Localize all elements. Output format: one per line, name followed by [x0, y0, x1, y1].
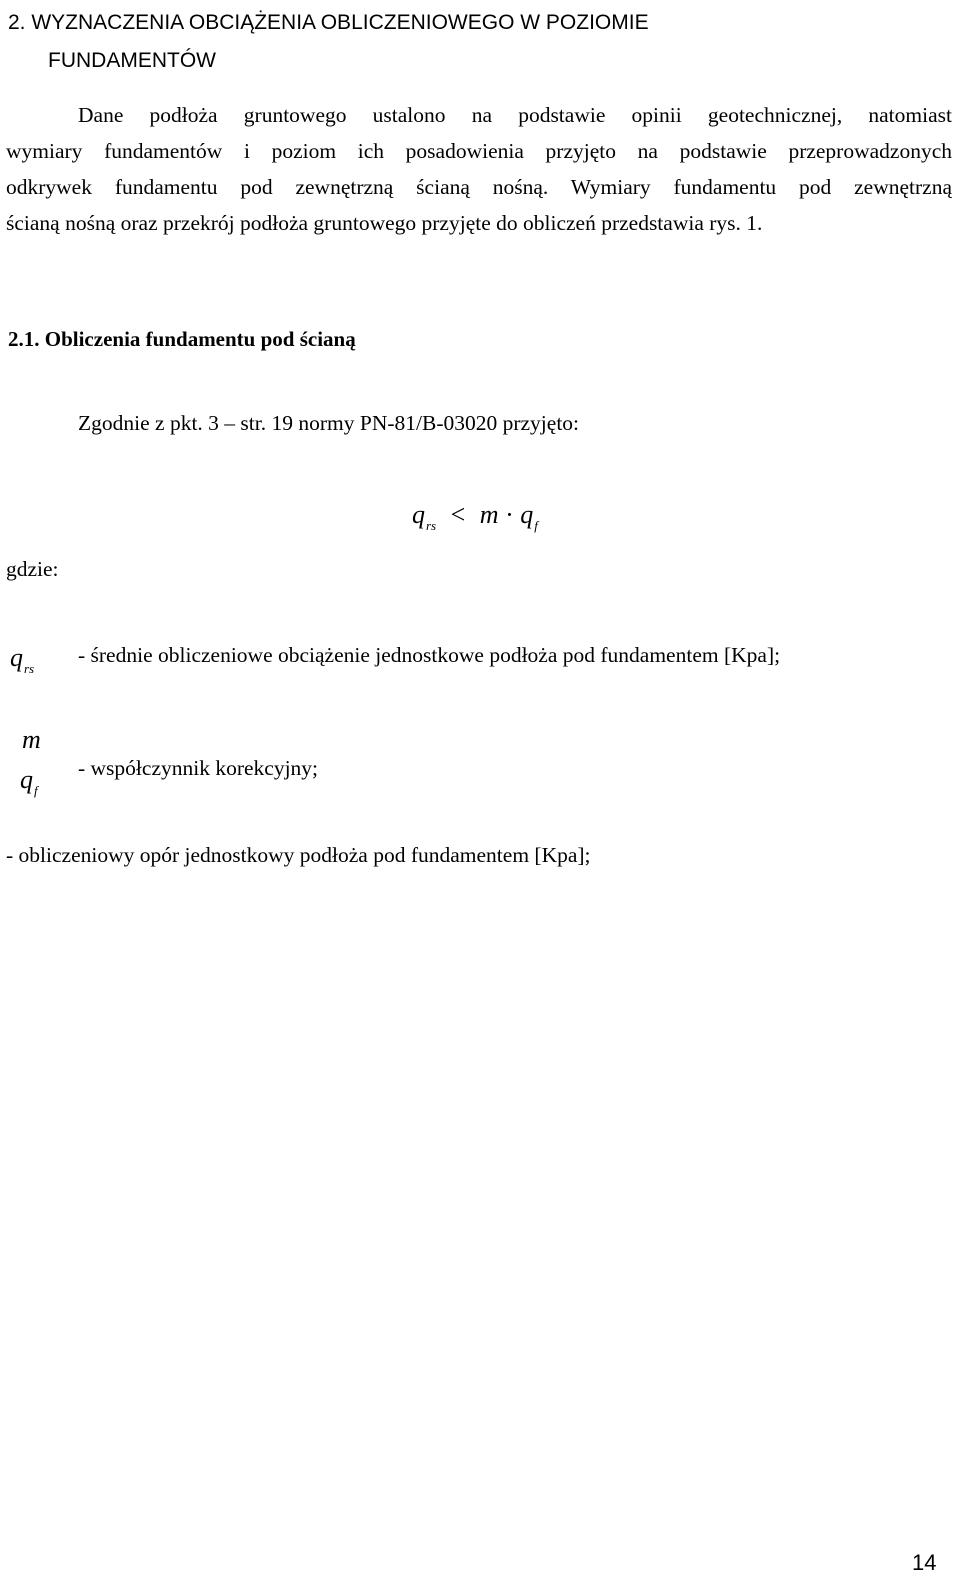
formula-dot: ·	[505, 500, 514, 529]
definition-symbol-qrs	[10, 643, 35, 676]
norm-reference-sentence: Zgodnie z pkt. 3 – str. 19 normy PN-81/B-03020 przyjęto:	[78, 411, 580, 435]
design-condition-formula	[412, 500, 538, 533]
definition-text-qrs: - średnie obliczeniowe obciążenie jednostkowe podłoża pod fundamentem [Kpa];	[78, 643, 781, 667]
formula-m-symbol: m	[479, 500, 499, 529]
definition-symbol-qf	[20, 765, 38, 798]
section-heading-line-1: 2. WYZNACZENIA OBCIĄŻENIA OBLICZENIOWEGO W POZIOMIE	[8, 11, 649, 34]
qf-symbol-letter: q	[20, 765, 33, 794]
intro-line-2: wymiary fundamentów i poziom ich posadowienia przyjęto na podstawie przeprowadzonych	[6, 139, 952, 163]
formula-qf-subscript: f	[534, 518, 538, 533]
definition-text-m: - współczynnik korekcyjny;	[78, 756, 319, 780]
page-number: 14	[912, 1550, 937, 1575]
section-heading-line-2: FUNDAMENTÓW	[48, 49, 216, 72]
where-label: gdzie:	[6, 557, 59, 581]
definition-symbol-m: m	[22, 725, 41, 754]
formula-q-subscript: rs	[426, 518, 437, 533]
intro-paragraph	[0, 97, 952, 241]
formula-qf-symbol: q	[520, 500, 534, 529]
definition-text-qf: - obliczeniowy opór jednostkowy podłoża pod fundamentem [Kpa];	[6, 843, 591, 867]
intro-line-4: ścianą nośną oraz przekrój podłoża gruntowego przyjęte do obliczeń przedstawia rys. 1.	[6, 211, 763, 235]
formula-less-than: <	[450, 500, 466, 529]
intro-line-1: Dane podłoża gruntowego ustalono na podstawie opinii geotechnicznej, natomiast	[78, 103, 952, 127]
intro-line-3: odkrywek fundamentu pod zewnętrzną ścianą nośną. Wymiary fundamentu pod zewnętrzną	[6, 175, 952, 199]
qrs-symbol-subscript: rs	[24, 661, 35, 676]
qf-symbol-subscript: f	[34, 783, 38, 798]
formula-q-symbol: q	[412, 500, 425, 529]
section-heading	[8, 4, 808, 80]
qrs-symbol-letter: q	[10, 643, 23, 672]
subsection-heading: 2.1. Obliczenia fundamentu pod ścianą	[8, 327, 356, 351]
